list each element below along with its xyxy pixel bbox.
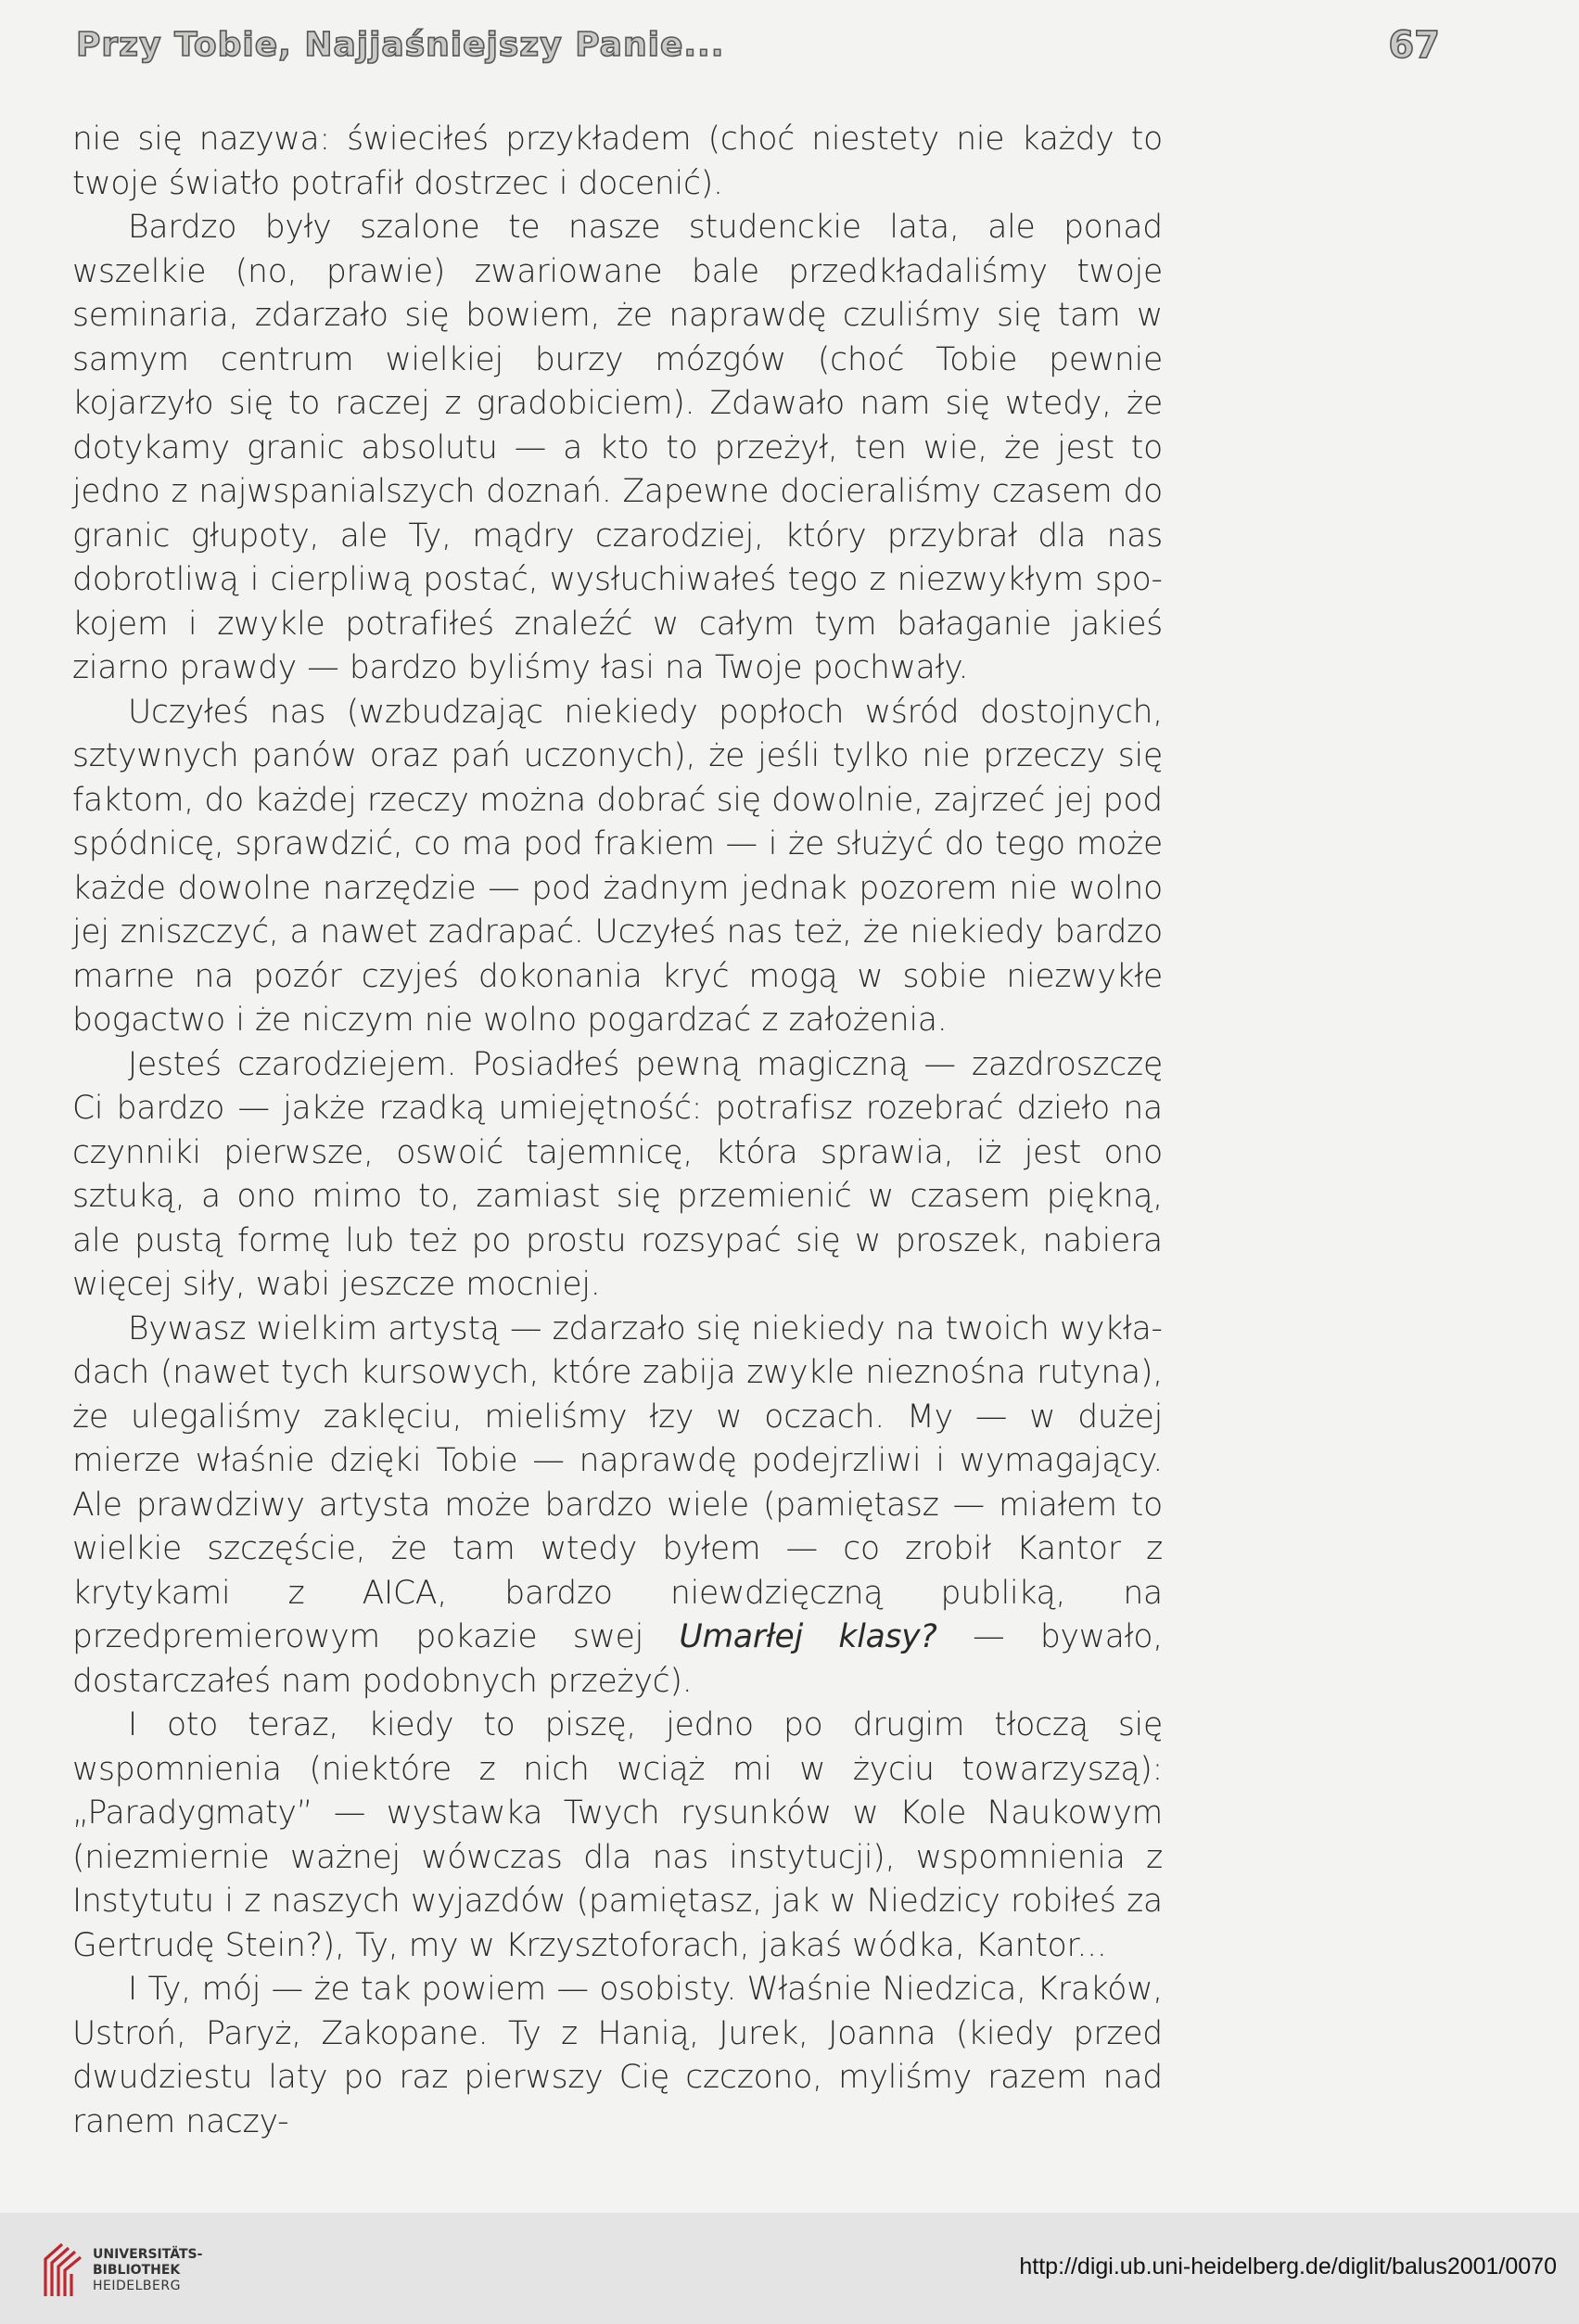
library-name-line: HEIDELBERG bbox=[93, 2279, 181, 2293]
paragraph bbox=[72, 1308, 1163, 1705]
paragraph bbox=[72, 1043, 1163, 1308]
paragraph-text: Bardzo były szalone te nasze studenckie lata, ale ponad wszelkie (no, prawie) zwariowane bale przedkładaliśmy twoje seminaria, zdarzało się bowiem, że naprawdę czuliśmy się tam w samym centrum wielkiej burzy mózgów (choć Tobie pewnie kojarzyło się to raczej z gradobiciem). Zdawało nam się wtedy, że dotykamy granic absolutu — a kto to przeżył, ten wie, że jest to jedno z najwspanialszych doznań. Zapewne docieraliśmy czasem do granic głupoty, ale Ty, mądry czarodziej, który przybrał dla nas dobrotliwą i cierpliwą postać, wysłuchiwałeś tego z niezwykłym spokojem i zwykle potrafiłeś znaleźć w całym tym bałaganie jakieś ziarno prawdy — bardzo byliśmy łasi na Twoje pochwały. bbox=[72, 209, 1163, 686]
paragraph-text: Jesteś czarodziejem. Posiadłeś pewną magiczną — zazdroszczę Ci bardzo — jakże rzadką umiejętność: potrafisz rozebrać dzieło na czynniki pierwsze, oswoić tajemnicę, która sprawia, iż jest ono sztuką, a ono mimo to, zamiast się przemienić w czasem piękną, ale pustą formę lub też po prostu rozsypać się w proszek, nabiera więcej siły, wabi jeszcze mocniej. bbox=[72, 1045, 1163, 1303]
paragraph-text: Bywasz wielkim artystą — zdarzało się niekiedy na twoich wykładach (nawet tych kursowych, które zabija zwykle nieznośna rutyna), że ulegaliśmy zaklęciu, mieliśmy łzy w oczach. My — w dużej mierze właśnie dzięki Tobie — naprawdę podejrzliwi i wymagający. Ale prawdziwy artysta może bardzo wiele (pamiętasz — miałem to wielkie szczęście, że tam wtedy byłem — co zrobił Kantor z krytykami z AICA, bardzo niewdzięczną publiką, na przedpremierowym pokazie swej bbox=[72, 1309, 1163, 1655]
library-logo-icon bbox=[42, 2239, 84, 2300]
library-name bbox=[93, 2247, 202, 2294]
paragraph-continued bbox=[72, 118, 1163, 206]
title-italic: Umarłej klasy? bbox=[679, 1618, 937, 1655]
paragraph bbox=[72, 691, 1163, 1043]
paragraph-text: I oto teraz, kiedy to piszę, jedno po drugim tłoczą się wspomnienia (niektóre z nich wciąż mi w życiu towarzyszą): „Paradygmaty” — wystawka Twych rysunków w Kole Naukowym (niezmiernie ważnej wówczas dla nas instytucji), wspomnienia z Instytutu i z naszych wyjazdów (pamiętasz, jak w Niedzicy robiłeś za Gertrudę Stein?), Ty, my w Krzysztoforach, jakaś wódka, Kantor... bbox=[72, 1706, 1163, 1964]
running-title: Przy Tobie, Najjaśniejszy Panie... bbox=[76, 26, 725, 64]
paragraph bbox=[72, 1968, 1163, 2144]
library-name-line: UNIVERSITÄTS- bbox=[93, 2247, 203, 2262]
page-number: 67 bbox=[1388, 24, 1440, 67]
paragraph-text-end: — bywało, dostarczałeś nam podobnych przeżyć). bbox=[72, 1618, 1163, 1700]
digitization-footer bbox=[0, 2213, 1579, 2324]
paragraph bbox=[72, 206, 1163, 691]
library-name-line: BIBLIOTHEK bbox=[93, 2263, 181, 2278]
body-text bbox=[72, 118, 1163, 2144]
paragraph-text: nie się nazywa: świeciłeś przykładem (choć niestety nie każdy to twoje światło potrafił dostrzec i docenić). bbox=[72, 121, 1163, 202]
paragraph-text: I Ty, mój — że tak powiem — osobisty. Właśnie Niedzica, Kraków, Ustroń, Paryż, Zakopane. Ty z Hanią, Jurek, Joanna (kiedy przed dwudziestu laty po raz pierwszy Cię czczono, myliśmy razem nad ranem naczy- bbox=[72, 1971, 1163, 2140]
paragraph-text: Uczyłeś nas (wzbudzając niekiedy popłoch wśród dostojnych, sztywnych panów oraz pań uczonych), że jeśli tylko nie przeczy się faktom, do każdej rzeczy można dobrać się dowolnie, zajrzeć jej pod spódnicę, sprawdzić, co ma pod frakiem — i że służyć do tego może każde dowolne narzędzie — pod żadnym jednak pozorem nie wolno jej zniszczyć, a nawet zadrapać. Uczyłeś nas też, że niekiedy bardzo marne na pozór czyjeś dokonania kryć mogą w sobie niezwykłe bogactwo i że niczym nie wolno pogardzać z założenia. bbox=[72, 693, 1163, 1039]
source-url-link[interactable]: http://digi.ub.uni-heidelberg.de/diglit/balus2001/0070 bbox=[1019, 2254, 1557, 2279]
paragraph bbox=[72, 1704, 1163, 1968]
